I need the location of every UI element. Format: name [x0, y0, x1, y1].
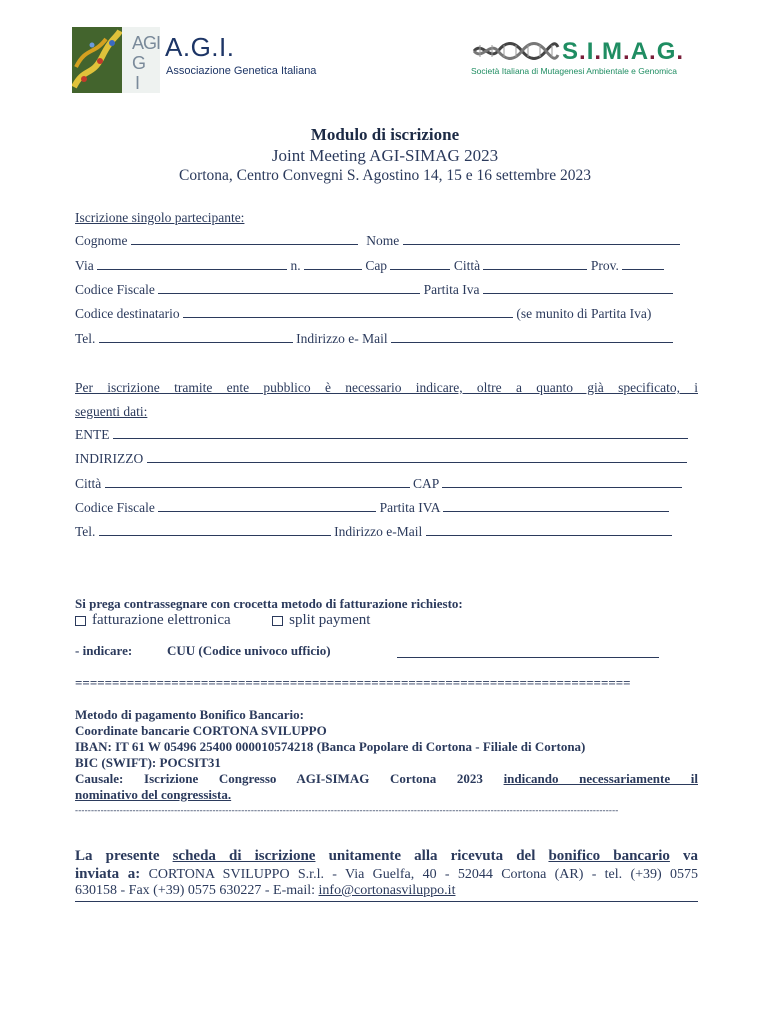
bic-swift: BIC (SWIFT): POCSIT31 [75, 755, 221, 770]
ente-tel-field[interactable] [99, 524, 331, 536]
row-ente: ENTE [75, 427, 698, 443]
codice-destinatario-field[interactable] [183, 306, 513, 318]
public-heading-line2: seguenti dati: [75, 404, 148, 419]
cuu-field[interactable] [397, 646, 659, 658]
ente-cap-field[interactable] [442, 476, 682, 488]
row-cuu: - indicare: CUU (Codice univoco ufficio) [75, 643, 698, 659]
simag-subtitle: Società Italiana di Mutagenesi Ambientale e Genomica [471, 66, 678, 76]
causale-line1: Causale: Iscrizione Congresso AGI-SIMAG Cortona 2023 indicando necessariamente il [75, 771, 698, 786]
iban: IBAN: IT 61 W 05496 25400 000010574218 (Banca Popolare di Cortona - Filiale di Cortona) [75, 739, 586, 754]
row-cognome-nome: Cognome Nome [75, 233, 698, 249]
agi-logo [72, 27, 160, 93]
billing-options: fatturazione elettronica split payment [75, 612, 698, 629]
causale-line2: nominativo del congressista. [75, 787, 232, 802]
nome-field[interactable] [403, 233, 680, 245]
form-title: Modulo di iscrizione [310, 125, 460, 144]
single-heading: Iscrizione singolo partecipante: [75, 210, 245, 225]
bank-coordinates: Coordinate bancarie CORTONA SVILUPPO [75, 723, 327, 738]
row-citta-cap: Città CAP [75, 476, 698, 492]
ente-citta-field[interactable] [105, 476, 410, 488]
split-payment-checkbox[interactable] [272, 616, 283, 626]
prov-field[interactable] [622, 258, 664, 270]
row-ente-codice-fiscale: Codice Fiscale Partita IVA [75, 500, 698, 516]
billing-instruction: Si prega contrassegnare con crocetta metodo di fatturazione richiesto: [75, 596, 463, 611]
agi-subtitle: Associazione Genetica Italiana [166, 65, 317, 77]
event-title: Joint Meeting AGI-SIMAG 2023 [271, 146, 499, 165]
fatturazione-elettronica-checkbox[interactable] [75, 616, 86, 626]
payment-method: Metodo di pagamento Bonifico Bancario: [75, 707, 304, 722]
row-via: Via n. Cap Città Prov. [75, 258, 698, 274]
row-tel-email: Tel. Indirizzo e- Mail [75, 331, 698, 347]
footer-line3: 630158 - Fax (+39) 0575 630227 - E-mail: info@cortonasviluppo.it [75, 883, 456, 898]
public-heading-line1: Per iscrizione tramite ente pubblico è necessario indicare, oltre a quanto già specificato, i [75, 380, 698, 395]
agi-logo-letters: AGI [132, 33, 160, 53]
tel-field[interactable] [99, 331, 293, 343]
email-field[interactable] [391, 331, 673, 343]
civic-number-field[interactable] [304, 258, 362, 270]
footer-line1: La presente scheda di iscrizione unitamente alla ricevuta del bonifico bancario va [75, 848, 698, 864]
ente-partita-iva-field[interactable] [443, 500, 669, 512]
agi-title: A.G.I. [165, 32, 235, 62]
contact-email-link[interactable]: info@cortonasviluppo.it [318, 883, 456, 898]
citta-field[interactable] [483, 258, 587, 270]
row-indirizzo: INDIRIZZO [75, 451, 698, 467]
simag-title: S.I.M.A.G. [562, 38, 685, 65]
cap-field[interactable] [390, 258, 450, 270]
footer-rule [75, 901, 698, 902]
svg-text:I: I [135, 73, 141, 93]
codice-fiscale-field[interactable] [158, 282, 420, 294]
event-place-date: Cortona, Centro Convegni S. Agostino 14, 15 e 16 settembre 2023 [178, 167, 591, 184]
footer-line2: inviata a: CORTONA SVILUPPO S.r.l. - Via Guelfa, 40 - 52044 Cortona (AR) - tel. (+39) 0575 [75, 866, 698, 882]
ente-email-field[interactable] [426, 524, 672, 536]
partita-iva-field[interactable] [483, 282, 673, 294]
cognome-field[interactable] [131, 233, 358, 245]
row-codice-fiscale: Codice Fiscale Partita Iva [75, 282, 698, 298]
via-field[interactable] [97, 258, 287, 270]
separator-dashes: -------------------------------------------------------------------------------------------------------------------------------------------------------------------------- [75, 805, 619, 815]
ente-codice-fiscale-field[interactable] [158, 500, 376, 512]
ente-field[interactable] [113, 427, 688, 439]
row-ente-tel-email: Tel. Indirizzo e-Mail [75, 524, 698, 540]
indirizzo-field[interactable] [147, 451, 687, 463]
svg-text:G: G [132, 53, 147, 73]
separator-equals: =========================================================================== [75, 675, 631, 690]
simag-dna-logo [472, 39, 560, 63]
row-codice-destinatario: Codice destinatario (se munito di Partita Iva) [75, 306, 652, 321]
